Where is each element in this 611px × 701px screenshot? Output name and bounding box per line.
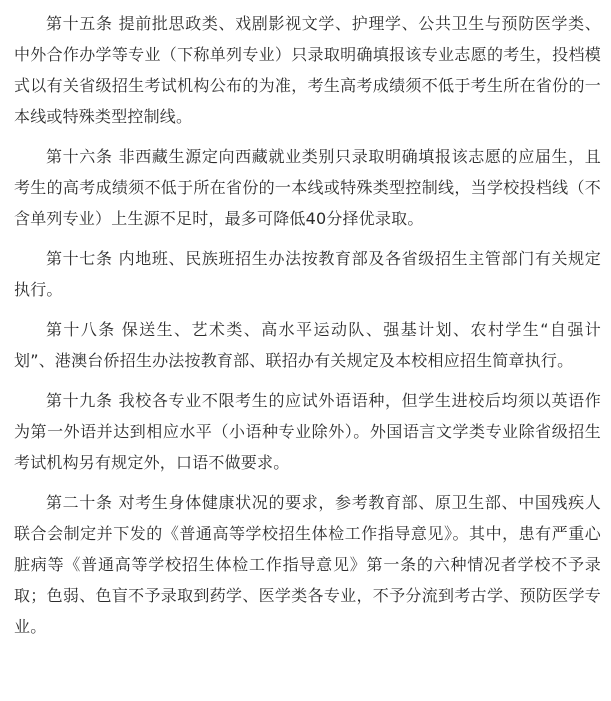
article-20-paragraph — [14, 487, 601, 642]
article-20-text: 对考生身体健康状况的要求，参考教育部、原卫生部、中国残疾人联合会制定并下发的《普通高等学校招生体检工作指导意见》。其中，患有严重心脏病等《普通高等学校招生体检工作指导意见》第一条的六种情况者学校不予录取；色弱、色盲不予录取到药学、医学类各专业，不予分流到考古学、预防医学专业。 — [14, 493, 601, 636]
article-19-text: 我校各专业不限考生的应试外语语种，但学生进校后均须以英语作为第一外语并达到相应水平（小语种专业除外）。外国语言文学类专业除省级招生考试机构另有规定外，口语不做要求。 — [14, 391, 601, 472]
article-15-number: 第十五条 — [46, 14, 113, 33]
article-18-paragraph — [14, 314, 601, 376]
article-15-text: 提前批思政类、戏剧影视文学、护理学、公共卫生与预防医学类、中外合作办学等专业（下称单列专业）只录取明确填报该专业志愿的考生，投档模式以有关省级招生考试机构公布的为准，考生高考成绩须不低于考生所在省份的一本线或特殊类型控制线。 — [14, 14, 601, 126]
article-15-paragraph — [14, 8, 601, 132]
article-18-text: 保送生、艺术类、高水平运动队、强基计划、农村学生“自强计划”、港澳台侨招生办法按教育部、联招办有关规定及本校相应招生简章执行。 — [14, 320, 601, 370]
article-19-paragraph — [14, 385, 601, 478]
article-17-text: 内地班、民族班招生办法按教育部及各省级招生主管部门有关规定执行。 — [14, 249, 601, 299]
article-17-number: 第十七条 — [46, 249, 113, 268]
article-17-paragraph — [14, 243, 601, 305]
article-16-text: 非西藏生源定向西藏就业类别只录取明确填报该志愿的应届生，且考生的高考成绩须不低于所在省份的一本线或特殊类型控制线，当学校投档线（不含单列专业）上生源不足时，最多可降低40分择优录取。 — [14, 147, 601, 228]
article-16-number: 第十六条 — [46, 147, 113, 166]
article-18-number: 第十八条 — [46, 320, 116, 339]
article-19-number: 第十九条 — [46, 391, 113, 410]
article-16-paragraph — [14, 141, 601, 234]
article-20-number: 第二十条 — [46, 493, 113, 512]
